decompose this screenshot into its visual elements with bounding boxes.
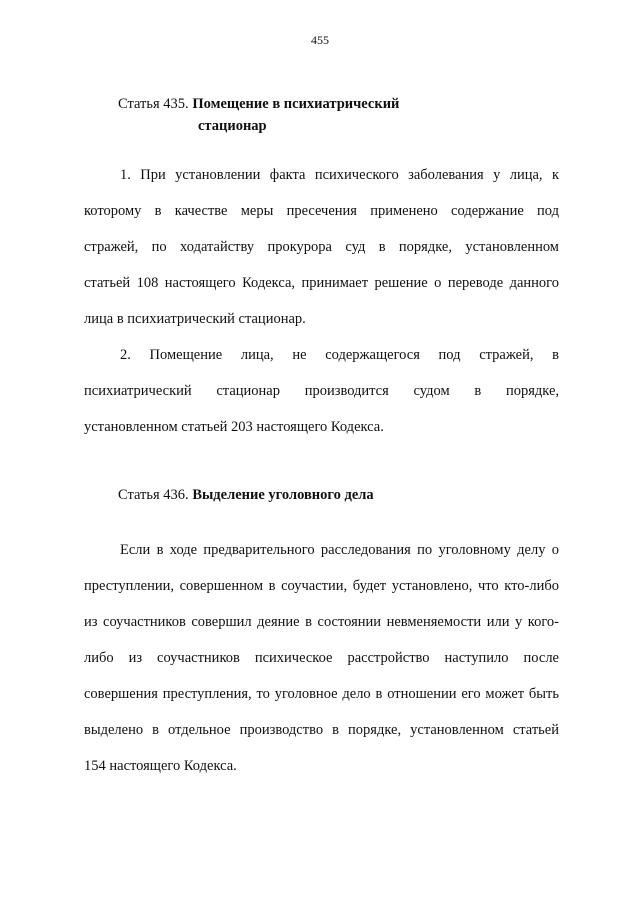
text-line: 2. Помещение лица, не содержащегося под стражей, в (120, 347, 559, 363)
text-line: совершения преступления, то уголовное дело в отношении его может быть (84, 686, 559, 702)
article-436-label: Статья 436. (118, 487, 189, 503)
article-435-title-continuation: стационар (198, 118, 267, 134)
text-line: которому в качестве меры пресечения применено содержание под (84, 203, 559, 219)
text-line: либо из соучастников психическое расстройство наступило после (84, 650, 559, 666)
page-number: 455 (311, 33, 329, 47)
article-435-title: Помещение в психиатрический (192, 96, 400, 112)
article-436-title: Выделение уголовного дела (192, 487, 374, 503)
text-line: психиатрический стационар производится судом в порядке, (84, 383, 559, 399)
article-435-paragraph-2 (84, 337, 559, 445)
text-line: Если в ходе предварительного расследования по уголовному делу о (120, 542, 559, 558)
article-435-paragraph-1 (84, 157, 559, 337)
text-line: лица в психиатрический стационар. (84, 311, 306, 327)
article-435-heading (118, 93, 399, 137)
text-line: 1. При установлении факта психического заболевания у лица, к (120, 167, 559, 183)
article-435-label: Статья 435. (118, 96, 189, 112)
text-line: установленном статьей 203 настоящего Кодекса. (84, 419, 384, 435)
text-line: статьей 108 настоящего Кодекса, принимает решение о переводе данного (84, 275, 559, 291)
text-line: стражей, по ходатайству прокурора суд в порядке, установленном (84, 239, 559, 255)
text-line: преступлении, совершенном в соучастии, будет установлено, что кто-либо (84, 578, 559, 594)
text-line: 154 настоящего Кодекса. (84, 758, 237, 774)
article-436-heading (118, 484, 374, 506)
article-436-paragraph (84, 532, 559, 784)
text-line: из соучастников совершил деяние в состоянии невменяемости или у кого- (84, 614, 559, 630)
text-line: выделено в отдельное производство в порядке, установленном статьей (84, 722, 559, 738)
